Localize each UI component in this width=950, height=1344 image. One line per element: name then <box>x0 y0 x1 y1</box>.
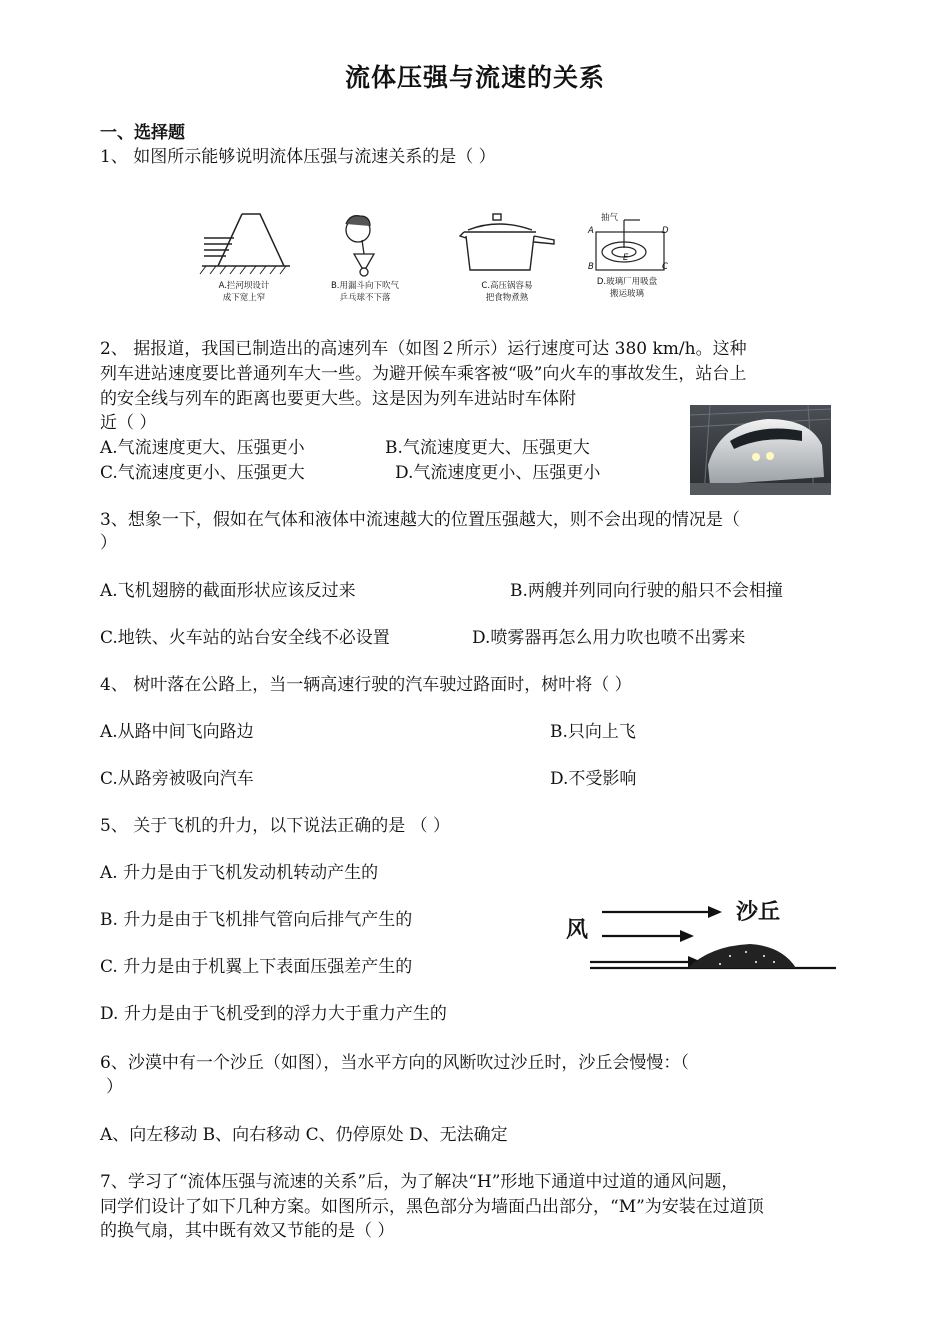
dam-figure <box>196 192 292 282</box>
fig-d-label-a: A <box>588 226 594 236</box>
dune-wind-label: 风 <box>566 918 589 943</box>
q2-option-c: C.气流速度更小、压强更大 <box>100 463 305 483</box>
fig-d-label-d: D <box>662 226 669 236</box>
q6-line-1: 6、沙漠中有一个沙丘（如图），当水平方向的风断吹过沙丘时，沙丘会慢慢：（ <box>100 1053 689 1073</box>
q4-option-a: A.从路中间飞向路边 <box>100 722 254 742</box>
sand-dune-figure <box>560 890 840 982</box>
dune-sand-label: 沙丘 <box>736 900 781 925</box>
q5-option-c: C. 升力是由于机翼上下表面压强差产生的 <box>100 957 413 977</box>
page-title: 流体压强与流速的关系 <box>344 63 605 92</box>
q3-line-1: 3、想象一下，假如在气体和液体中流速越大的位置压强越大，则不会出现的情况是（ <box>100 510 740 530</box>
q1-stem: 1、 如图所示能够说明流体压强与流速关系的是（ ） <box>100 147 496 167</box>
pressure-cooker-figure <box>458 208 558 278</box>
fig-d-label-e: E <box>623 253 629 263</box>
q2-option-b: B.气流速度更大、压强更大 <box>385 438 590 458</box>
fig-b-caption-1: B.用漏斗向下吹气 <box>330 281 400 291</box>
q4-option-c: C.从路旁被吸向汽车 <box>100 769 254 789</box>
suction-cup-figure <box>584 210 674 276</box>
q3-option-c: C.地铁、火车站的站台安全线不必设置 <box>100 628 390 648</box>
q2-line-4: 近（ ） <box>100 413 157 433</box>
q2-line-3: 的安全线与列车的距离也要更大些。这是因为列车进站时车体附 <box>100 389 576 409</box>
q6-line-2: ） <box>106 1077 123 1097</box>
q7-line-2: 同学们设计了如下几种方案。如图所示，黑色部分为墙面凸出部分，“M”为安装在过道顶 <box>100 1197 764 1217</box>
q3-option-b: B.两艘并列同向行驶的船只不会相撞 <box>510 581 783 601</box>
q6-options: A、向左移动 B、向右移动 C、仍停原处 D、无法确定 <box>100 1125 508 1145</box>
q5-option-d: D. 升力是由于飞机受到的浮力大于重力产生的 <box>100 1004 447 1024</box>
q2-option-a: A.气流速度更大、压强更小 <box>100 438 305 458</box>
q4-option-d: D.不受影响 <box>550 769 637 789</box>
fig-b-caption-2: 乒乓球不下落 <box>339 293 391 303</box>
q4-stem: 4、 树叶落在公路上，当一辆高速行驶的汽车驶过路面时，树叶将（ ） <box>100 675 632 695</box>
funnel-figure <box>330 210 400 280</box>
q5-option-a: A. 升力是由于飞机发动机转动产生的 <box>100 863 379 883</box>
fig-d-label-c: C <box>662 262 668 272</box>
q3-line-2: ） <box>100 533 117 553</box>
fig-d-label-pump: 抽气 <box>601 213 619 223</box>
q3-option-a: A.飞机翅膀的截面形状应该反过来 <box>100 581 356 601</box>
fig-a-caption-1: A.拦河坝设计 <box>218 281 270 291</box>
q4-option-b: B.只向上飞 <box>550 722 636 742</box>
q7-line-3: 的换气扇，其中既有效又节能的是（ ） <box>100 1221 395 1241</box>
q2-option-d: D.气流速度更小、压强更小 <box>395 463 601 483</box>
q2-line-1: 2、 据报道，我国已制造出的高速列车（如图２所示）运行速度可达 380 km/h。这种 <box>100 339 747 359</box>
fig-c-caption-1: C.高压锅容易 <box>481 281 533 291</box>
fig-d-caption-1: D.玻璃厂用吸盘 <box>596 277 658 287</box>
q3-option-d: D.喷雾器再怎么用力吹也喷不出雾来 <box>472 628 746 648</box>
fig-c-caption-2: 把食物煮熟 <box>485 293 529 303</box>
section-heading: 一、选择题 <box>100 123 185 143</box>
train-photo <box>690 405 831 495</box>
q7-line-1: 7、学习了“流体压强与流速的关系”后，为了解决“H”形地下通道中过道的通风问题， <box>100 1172 739 1192</box>
fig-d-caption-2: 搬运玻璃 <box>609 289 644 299</box>
fig-d-label-b: B <box>588 262 594 272</box>
q2-line-2: 列车进站速度要比普通列车大一些。为避开候车乘客被“吸”向火车的事故发生，站台上 <box>100 364 747 384</box>
q5-option-b: B. 升力是由于飞机排气管向后排气产生的 <box>100 910 413 930</box>
fig-a-caption-2: 成下宽上窄 <box>222 293 266 303</box>
q5-stem: 5、 关于飞机的升力，以下说法正确的是 （ ） <box>100 816 451 836</box>
